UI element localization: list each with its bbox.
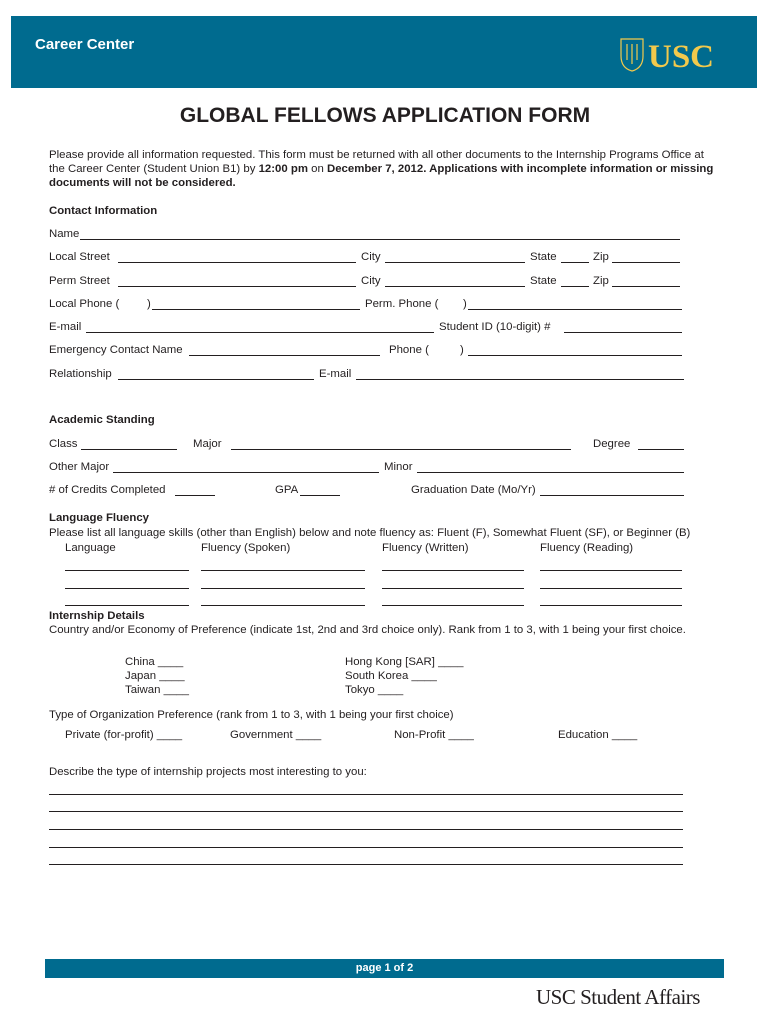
emergency-contact-label: Emergency Contact Name (49, 344, 183, 356)
class-label: Class (49, 438, 78, 450)
perm-street-label: Perm Street (49, 275, 110, 287)
country-hong-kong[interactable]: Hong Kong [SAR] ____ (345, 656, 464, 668)
org-government[interactable]: Government ____ (230, 729, 322, 741)
student-id-label: Student ID (10-digit) # (439, 321, 551, 333)
local-city-field[interactable] (385, 262, 525, 263)
language-row-3-spoken[interactable] (201, 605, 365, 606)
perm-state-field[interactable] (561, 286, 589, 287)
language-row-3-reading[interactable] (540, 605, 682, 606)
major-field[interactable] (231, 449, 571, 450)
internship-heading: Internship Details (49, 610, 145, 622)
name-field[interactable] (80, 239, 680, 240)
org-education[interactable]: Education ____ (558, 729, 638, 741)
reading-column-header: Fluency (Reading) (540, 542, 634, 554)
form-title: GLOBAL FELLOWS APPLICATION FORM (179, 104, 591, 127)
credits-field[interactable] (175, 495, 215, 496)
student-id-field[interactable] (564, 332, 682, 333)
relationship-field[interactable] (118, 379, 314, 380)
emergency-phone-close-paren: ) (460, 344, 464, 356)
perm-phone-close-paren: ) (463, 298, 467, 310)
perm-phone-field[interactable] (468, 309, 682, 310)
language-row-1-reading[interactable] (540, 570, 682, 571)
language-row-1-language[interactable] (65, 570, 189, 571)
other-major-label: Other Major (49, 461, 110, 473)
org-non-profit[interactable]: Non-Profit ____ (394, 729, 474, 741)
language-row-3-written[interactable] (382, 605, 524, 606)
perm-zip-label: Zip (593, 275, 609, 287)
projects-prompt: Describe the type of internship projects most interesting to you: (49, 766, 367, 778)
relationship-label: Relationship (49, 368, 112, 380)
local-street-field[interactable] (118, 262, 356, 263)
major-label: Major (193, 438, 222, 450)
spoken-column-header: Fluency (Spoken) (201, 542, 291, 554)
perm-city-field[interactable] (385, 286, 525, 287)
language-instructions: Please list all language skills (other than English) below and note fluency as: Fluent (F), Somewhat Fluent (SF), or Beginner (B) (49, 527, 691, 539)
local-state-label: State (530, 251, 557, 263)
local-street-label: Local Street (49, 251, 110, 263)
local-phone-label: Local Phone ( (49, 298, 120, 310)
language-row-1-written[interactable] (382, 570, 524, 571)
language-row-2-language[interactable] (65, 588, 189, 589)
emergency-contact-field[interactable] (189, 355, 380, 356)
perm-street-field[interactable] (118, 286, 356, 287)
header-title: Career Center (35, 36, 135, 53)
minor-field[interactable] (417, 472, 684, 473)
usc-student-affairs-logo: USC Student Affairs (536, 985, 700, 1009)
perm-state-label: State (530, 275, 557, 287)
country-japan[interactable]: Japan ____ (125, 670, 185, 682)
local-state-field[interactable] (561, 262, 589, 263)
perm-phone-label: Perm. Phone ( (365, 298, 439, 310)
projects-line-4[interactable] (49, 847, 683, 848)
emergency-email-label: E-mail (319, 368, 352, 380)
degree-label: Degree (593, 438, 631, 450)
local-phone-field[interactable] (152, 309, 360, 310)
email-field[interactable] (86, 332, 434, 333)
page-number: page 1 of 2 (355, 962, 414, 974)
usc-seal-logo (617, 36, 727, 72)
org-instructions: Type of Organization Preference (rank from 1 to 3, with 1 being your first choice) (49, 709, 454, 721)
perm-city-label: City (361, 275, 381, 287)
gpa-field[interactable] (300, 495, 340, 496)
usc-wordmark: USC (648, 39, 715, 72)
projects-line-2[interactable] (49, 811, 683, 812)
intro-paragraph: Please provide all information requested. This form must be returned with all other documents to the Internship Programs Office at the Career Center (Student Union B1) by 12:00 pm on December 7, 2012. Applications with incomplete information or missing documents will not be considered. (49, 149, 714, 190)
local-zip-field[interactable] (612, 262, 680, 263)
language-row-2-reading[interactable] (540, 588, 682, 589)
name-label: Name (49, 228, 80, 240)
minor-label: Minor (384, 461, 413, 473)
gpa-label: GPA (275, 484, 299, 496)
contact-heading: Contact Information (49, 205, 158, 217)
local-city-label: City (361, 251, 381, 263)
graduation-field[interactable] (540, 495, 684, 496)
graduation-label: Graduation Date (Mo/Yr) (411, 484, 536, 496)
perm-zip-field[interactable] (612, 286, 680, 287)
header-banner (11, 16, 757, 88)
emergency-phone-label: Phone ( (389, 344, 429, 356)
language-row-2-spoken[interactable] (201, 588, 365, 589)
local-phone-close-paren: ) (147, 298, 151, 310)
credits-label: # of Credits Completed (49, 484, 166, 496)
country-tokyo[interactable]: Tokyo ____ (345, 684, 404, 696)
projects-line-5[interactable] (49, 864, 683, 865)
language-row-2-written[interactable] (382, 588, 524, 589)
email-label: E-mail (49, 321, 82, 333)
projects-line-3[interactable] (49, 829, 683, 830)
language-row-1-spoken[interactable] (201, 570, 365, 571)
other-major-field[interactable] (113, 472, 379, 473)
language-column-header: Language (65, 542, 116, 554)
country-taiwan[interactable]: Taiwan ____ (125, 684, 189, 696)
country-instructions: Country and/or Economy of Preference (indicate 1st, 2nd and 3rd choice only). Rank from 1 to 3, with 1 being your first choice. (49, 624, 686, 636)
class-field[interactable] (81, 449, 177, 450)
language-row-3-language[interactable] (65, 605, 189, 606)
written-column-header: Fluency (Written) (382, 542, 469, 554)
language-heading: Language Fluency (49, 512, 150, 524)
country-china[interactable]: China ____ (125, 656, 184, 668)
projects-line-1[interactable] (49, 794, 683, 795)
emergency-phone-field[interactable] (468, 355, 682, 356)
degree-field[interactable] (638, 449, 684, 450)
emergency-email-field[interactable] (356, 379, 684, 380)
academic-heading: Academic Standing (49, 414, 155, 426)
local-zip-label: Zip (593, 251, 609, 263)
country-south-korea[interactable]: South Korea ____ (345, 670, 437, 682)
footer-bar (45, 959, 724, 978)
org-private[interactable]: Private (for-profit) ____ (65, 729, 183, 741)
